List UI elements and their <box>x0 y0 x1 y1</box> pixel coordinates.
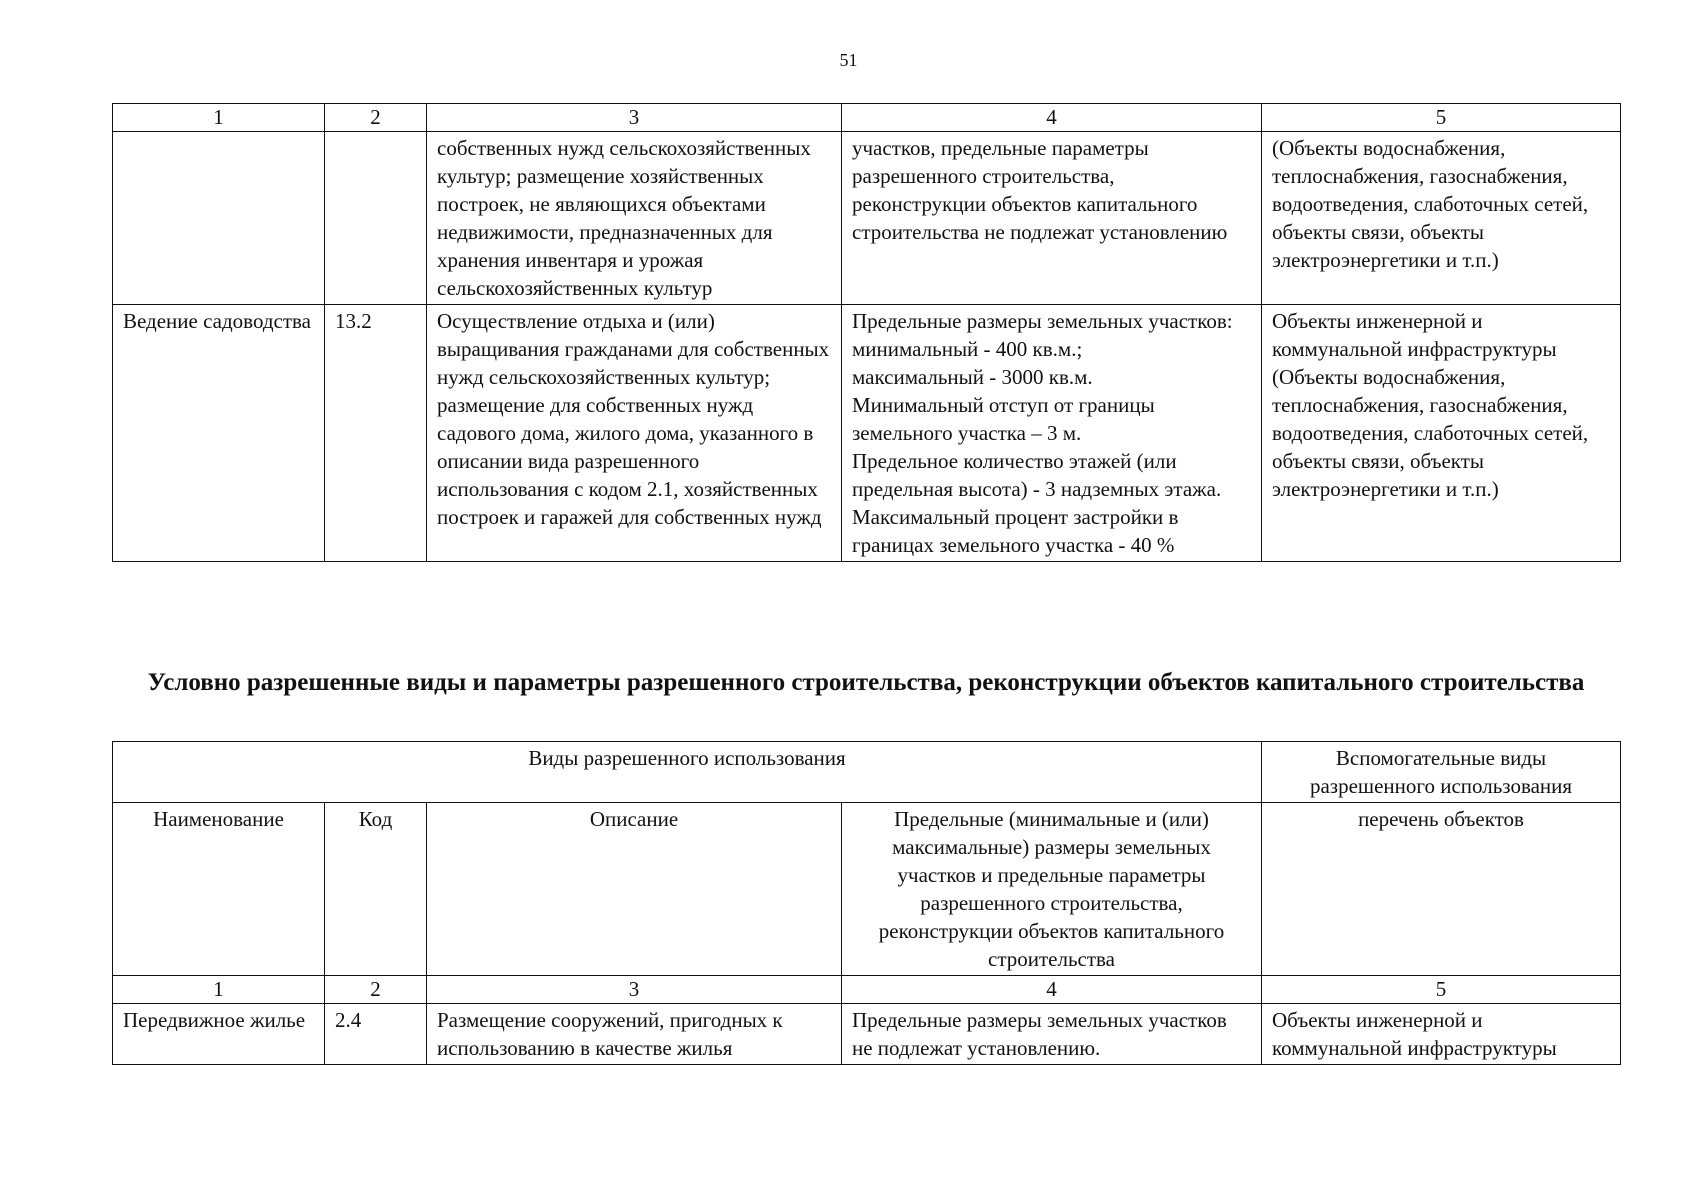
table-row <box>113 305 1621 562</box>
col-header-description: Описание <box>427 803 842 976</box>
param-line: Предельное количество этажей (или предельная высота) - 3 надземных этажа. <box>852 449 1222 501</box>
param-line: максимальный - 3000 кв.м. <box>852 365 1093 389</box>
use-params-cell: участков, предельные параметры разрешенного строительства, реконструкции объектов капитального строительства не подлежат установлению <box>842 132 1262 305</box>
auxiliary-objects-cell: (Объекты водоснабжения, теплоснабжения, газоснабжения, водоотведения, слаботочных сетей, объекты связи, объекты электроэнергетики и т.п.) <box>1262 132 1621 305</box>
use-params-cell <box>842 305 1262 562</box>
auxiliary-objects-cell: Объекты инженерной и коммунальной инфраструктуры <box>1262 1004 1621 1065</box>
use-description-cell: Осуществление отдыха и (или) выращивания гражданами для собственных нужд сельскохозяйственных культур; размещение для собственных нужд садового дома, жилого дома, указанного в описании вида разрешенного использования с кодом 2.1, хозяйственных построек и гаражей для собственных нужд <box>427 305 842 562</box>
column-number-row <box>113 104 1621 132</box>
use-code-cell: 2.4 <box>325 1004 427 1065</box>
column-number: 5 <box>1262 976 1621 1004</box>
use-name-cell: Ведение садоводства <box>113 305 325 562</box>
table-row <box>113 1004 1621 1065</box>
param-line: Минимальный отступ от границы земельного участка – 3 м. <box>852 393 1155 445</box>
use-code-cell: 13.2 <box>325 305 427 562</box>
use-code-cell <box>325 132 427 305</box>
use-name-cell <box>113 132 325 305</box>
col-header-auxiliary: перечень объектов <box>1262 803 1621 976</box>
group-header-row <box>113 742 1621 803</box>
use-params-cell: Предельные размеры земельных участков не подлежат установлению. <box>842 1004 1262 1065</box>
column-header-row <box>113 803 1621 976</box>
column-number: 5 <box>1262 104 1621 132</box>
column-number: 3 <box>427 104 842 132</box>
table-row <box>113 132 1621 305</box>
col-header-name: Наименование <box>113 803 325 976</box>
column-number-row <box>113 976 1621 1004</box>
page-number: 51 <box>839 50 858 70</box>
column-number: 3 <box>427 976 842 1004</box>
group-header: Виды разрешенного использования <box>113 742 1262 803</box>
col-header-params: Предельные (минимальные и (или) максимальные) размеры земельных участков и предельные параметры разрешенного строительства, реконструкции объектов капитального строительства <box>842 803 1262 976</box>
aux-group-header: Вспомогательные виды разрешенного использования <box>1262 742 1621 803</box>
param-line: Предельные размеры земельных участков: <box>852 309 1233 333</box>
use-description-cell: Размещение сооружений, пригодных к использованию в качестве жилья <box>427 1004 842 1065</box>
column-number: 4 <box>842 104 1262 132</box>
column-number: 1 <box>113 976 325 1004</box>
column-number: 1 <box>113 104 325 132</box>
use-name-cell: Передвижное жилье <box>113 1004 325 1065</box>
column-number: 2 <box>325 976 427 1004</box>
column-number: 2 <box>325 104 427 132</box>
column-number: 4 <box>842 976 1262 1004</box>
conditional-uses-table <box>112 741 1621 1065</box>
use-description-cell: собственных нужд сельскохозяйственных культур; размещение хозяйственных построек, не являющихся объектами недвижимости, предназначенных для хранения инвентаря и урожая сельскохозяйственных культур <box>427 132 842 305</box>
auxiliary-objects-cell: Объекты инженерной и коммунальной инфраструктуры (Объекты водоснабжения, теплоснабжения, газоснабжения, водоотведения, слаботочных сетей, объекты связи, объекты электроэнергетики и т.п.) <box>1262 305 1621 562</box>
param-line: Максимальный процент застройки в границах земельного участка - 40 % <box>852 505 1179 557</box>
col-header-code: Код <box>325 803 427 976</box>
param-line: минимальный - 400 кв.м.; <box>852 337 1083 361</box>
section-title: Условно разрешенные виды и параметры разрешенного строительства, реконструкции объектов капитального строительства <box>147 669 1585 696</box>
permitted-uses-table-continued <box>112 103 1621 562</box>
